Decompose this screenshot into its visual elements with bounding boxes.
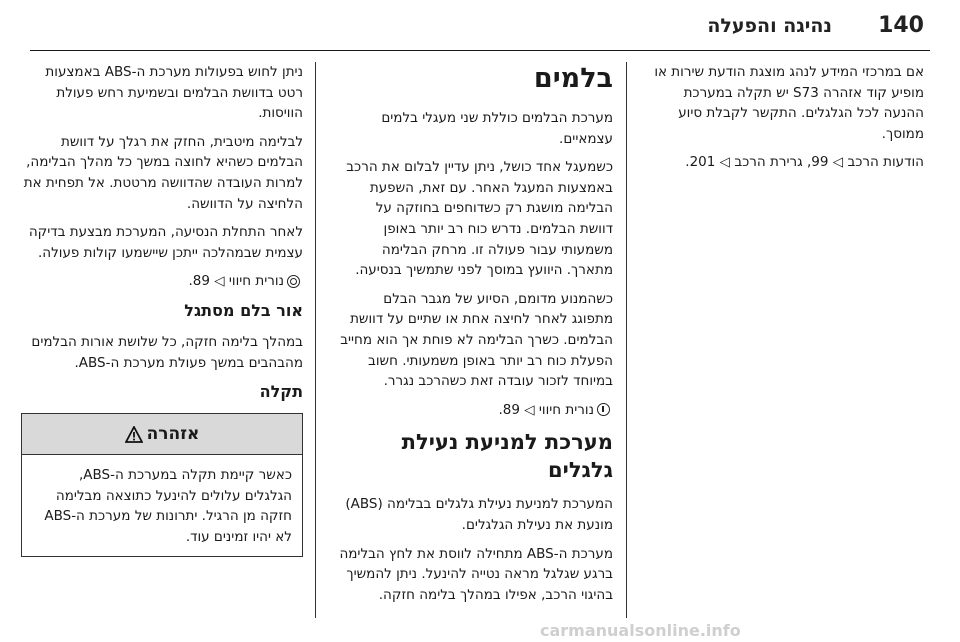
- paragraph: כשמעגל אחד כושל, ניתן עדיין לבלום את הרכב באמצעות המעגל האחר. עם זאת, השפעת הבלימה מושגת רק כשדוחפים בחוזקה על דוושת הבלמים. נדרש כוח רב יותר באופן משמעותי עבור פעולה זו. מרחק הבלימה מתארך. היוועץ במוסך לפני שתמשיך בנסיעה.: [346, 159, 613, 279]
- section-title-abs: מערכת למניעת נעילת גלגלים: [401, 430, 613, 483]
- cross-reference-text: נורית חיווי ◁ 89.: [498, 401, 594, 418]
- warning-header: [22, 414, 302, 455]
- cross-reference-text: נורית חיווי ◁ 89.: [188, 273, 284, 290]
- column-right: [646, 62, 924, 181]
- cross-reference[interactable]: [21, 271, 303, 292]
- paragraph: לבלימה מיטבית, החזק את רגלך על דוושת הבלמים כשהיא לחוצה במשך כל מהלך הבלימה, למרות העובדה שהדוושה מרטטת. אל תפחית את הלחיצה על הדוושה.: [23, 133, 303, 212]
- paragraph: מערכת הבלמים כוללת שני מעגלי בלמים עצמאיים.: [381, 110, 613, 147]
- section-title-brakes: בלמים: [533, 63, 613, 94]
- warning-triangle-icon: [125, 426, 143, 443]
- paragraph: מערכת ה-ABS מתחילה לווסת את לחץ הבלימה ברגע שגלגל מראה נטייה להינעל. ניתן להמשיך בהיגוי הרכב, אפילו במהלך בלימה חזקה.: [339, 545, 613, 603]
- column-middle: [339, 62, 613, 613]
- subheading-adaptive-brake-light: אור בלם מסתגל: [184, 300, 303, 320]
- warning-body: [22, 455, 302, 555]
- column-divider: [626, 62, 627, 618]
- page-number: 140: [878, 13, 924, 38]
- brake-warning-icon: [597, 403, 610, 416]
- cross-reference[interactable]: [339, 400, 613, 421]
- paragraph: אם במרכזי המידע לנהג מוצגת הודעת שירות או מופיע קוד אזהרה S73 יש תקלה במערכת ההנעה לכל הגלגלים. התקשר לקבלת סיוע ממוסך.: [654, 64, 924, 142]
- paragraph: המערכת למניעת נעילת גלגלים בבלימה (ABS) מונעת את נעילת הגלגלים.: [345, 496, 613, 533]
- running-title: נהיגה והפעלה: [707, 15, 832, 37]
- warning-text: כאשר קיימת תקלה במערכת ה-ABS, הגלגלים עלולים להינעל כתוצאה מבלימה חזקה מן הרגיל. יתרונות של מערכת ה-ABS לא יהיו זמינים עוד.: [44, 467, 292, 545]
- watermark: carmanualsonline.info: [540, 621, 741, 640]
- warning-title: אזהרה: [146, 423, 200, 444]
- column-left: [21, 62, 303, 557]
- cross-reference[interactable]: הודעות הרכב ◁ 99, גרירת הרכב ◁ 201.: [685, 154, 924, 171]
- paragraph: כשהמנוע מדומם, הסיוע של מגבר הבלם מתפוגג לאחר לחיצה אחת או שתיים על דוושת הבלמים. כשרך הבלימה לא פוחת אך הוא מחייב הפעלת כוח רב יותר באופן משמעותי. חשוב במיוחד לזכור עובדה זאת כשהרכב נגרר.: [340, 290, 613, 390]
- paragraph: במהלך בלימה חזקה, כל שלושת אורות הבלמים מהבהבים במשך פעולת מערכת ה-ABS.: [31, 333, 303, 371]
- paragraph: ניתן לחוש בפעולות מערכת ה-ABS באמצעות רטט בדוושת הבלמים ובשמיעת רחש פעולת הוויסות.: [45, 64, 303, 122]
- header-rule: [30, 50, 930, 51]
- paragraph: לאחר התחלת הנסיעה, המערכת מבצעת בדיקה עצמית שבמהלכה ייתכן שיישמעו קולות פעולה.: [28, 224, 303, 261]
- subheading-fault: תקלה: [259, 382, 303, 402]
- abs-warning-icon: [287, 275, 300, 288]
- column-divider: [315, 62, 316, 618]
- warning-box: [21, 413, 303, 556]
- page-header: [0, 0, 960, 52]
